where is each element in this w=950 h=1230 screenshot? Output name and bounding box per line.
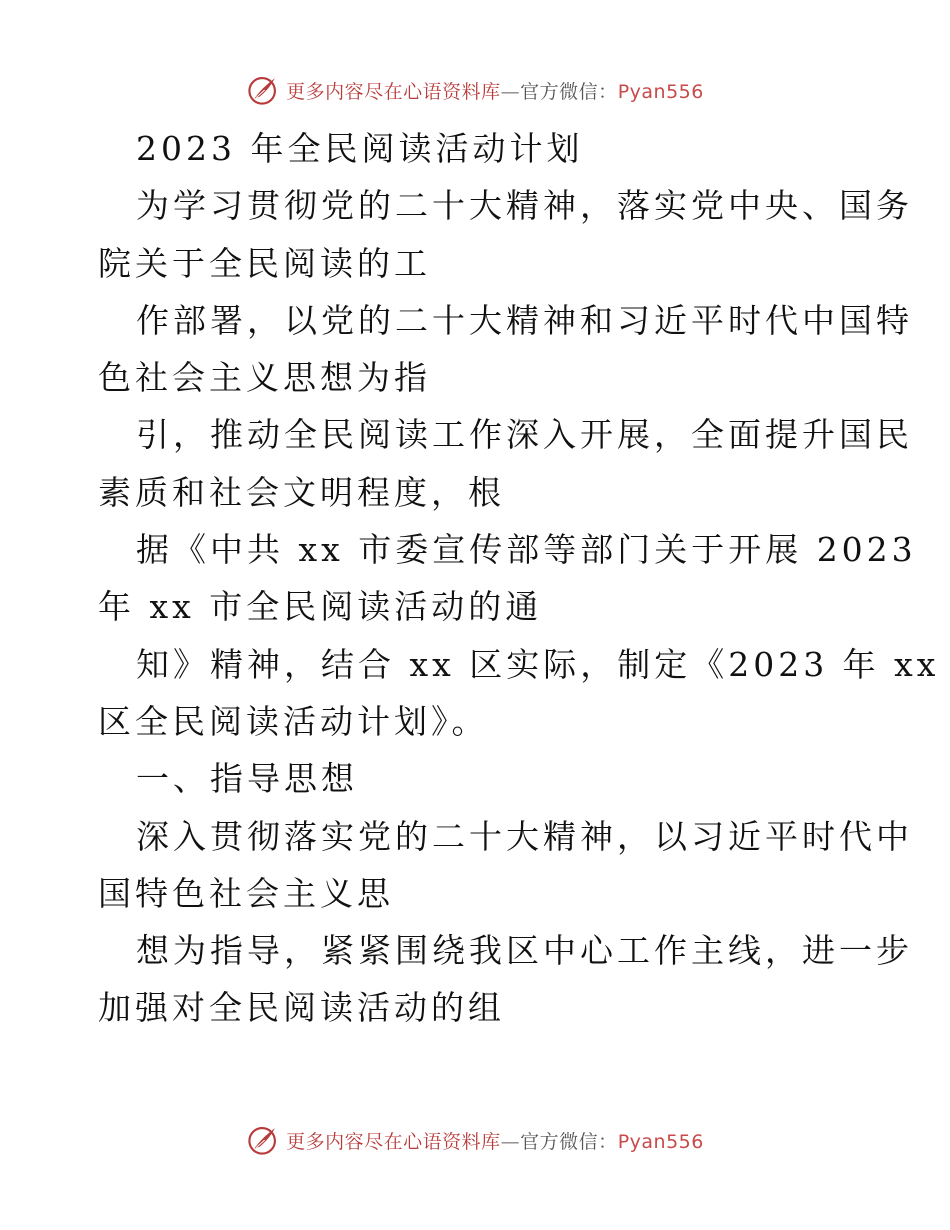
paragraph-line: 深入贯彻落实党的二十大精神，以习近平时代中 <box>136 816 913 856</box>
paragraph-line: 加强对全民阅读活动的组 <box>98 988 505 1028</box>
footer-watermark <box>0 1120 950 1160</box>
paragraph-line: 引，推动全民阅读工作深入开展，全面提升国民 <box>136 415 913 455</box>
paragraph-line: 据《中共 xx 市委宣传部等部门关于开展 2023 <box>136 530 917 570</box>
watermark-separator: — <box>500 1130 521 1153</box>
paragraph-line: 院关于全民阅读的工 <box>98 243 431 283</box>
paragraph-line: 为学习贯彻党的二十大精神，落实党中央、国务 <box>136 186 913 226</box>
document-body <box>98 120 940 1037</box>
paragraph-line: 想为指导，紧紧围绕我区中心工作主线，进一步 <box>136 931 913 971</box>
paragraph-line: 色社会主义思想为指 <box>98 358 431 398</box>
paragraph-line: 知》精神，结合 xx 区实际，制定《2023 年 xx <box>136 644 940 684</box>
paragraph-line: 区全民阅读活动计划》。 <box>98 701 489 741</box>
watermark-wechat-id: Pyan556 <box>617 1130 704 1153</box>
document-title: 2023 年全民阅读活动计划 <box>136 129 584 168</box>
header-watermark <box>0 70 950 110</box>
section-heading: 一、指导思想 <box>136 759 358 799</box>
paragraph-line: 素质和社会文明程度，根 <box>98 472 505 512</box>
watermark-site-text: 更多内容尽在心语资料库 <box>286 1130 501 1153</box>
watermark-text <box>286 77 704 104</box>
paragraph-line: 作部署，以党的二十大精神和习近平时代中国特 <box>136 300 913 340</box>
watermark-official-label: 官方微信： <box>520 1130 618 1153</box>
watermark-separator: — <box>500 80 521 103</box>
watermark-site-text: 更多内容尽在心语资料库 <box>286 80 501 103</box>
quill-pen-logo-icon <box>246 73 280 107</box>
watermark-text <box>286 1127 704 1154</box>
paragraph-line: 国特色社会主义思 <box>98 873 394 913</box>
watermark-wechat-id: Pyan556 <box>617 80 704 103</box>
paragraph-line: 年 xx 市全民阅读活动的通 <box>98 587 543 627</box>
quill-pen-logo-icon <box>246 1123 280 1157</box>
watermark-official-label: 官方微信： <box>520 80 618 103</box>
